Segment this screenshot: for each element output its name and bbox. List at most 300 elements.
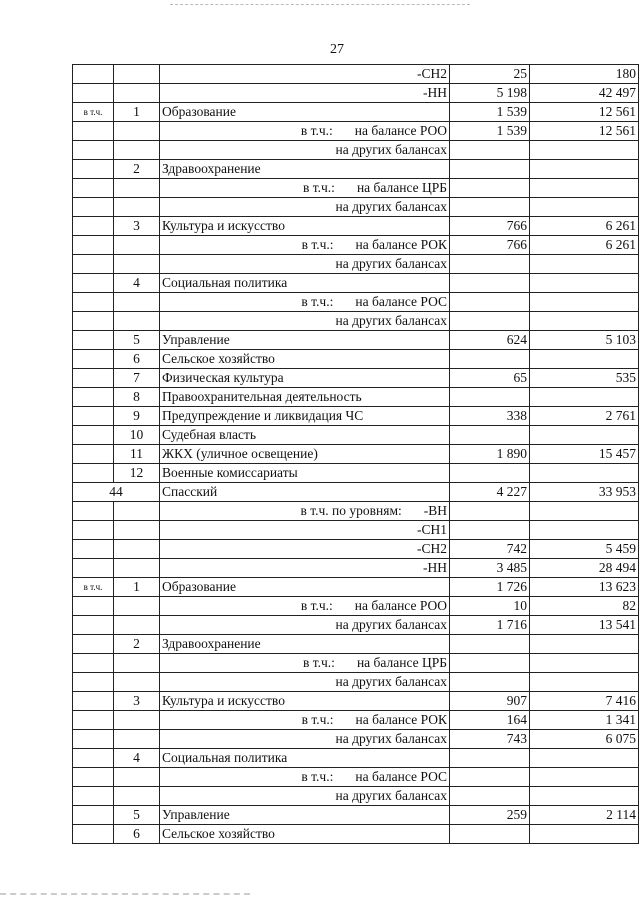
item-name: Судебная власть bbox=[162, 427, 257, 442]
sub-label bbox=[162, 673, 447, 691]
table-row bbox=[73, 635, 639, 654]
item-number bbox=[114, 768, 160, 787]
item-label-cell bbox=[160, 312, 450, 331]
table-row bbox=[73, 179, 639, 198]
item-label-cell bbox=[160, 255, 450, 274]
sub-label bbox=[162, 122, 447, 140]
table-row bbox=[73, 540, 639, 559]
sub-name: -СН2 bbox=[417, 541, 447, 556]
sub-label bbox=[162, 711, 447, 729]
value-1 bbox=[450, 350, 530, 369]
value-2 bbox=[530, 426, 639, 445]
table-row bbox=[73, 483, 639, 502]
sub-name: на балансе ЦРБ bbox=[356, 180, 447, 195]
value-2 bbox=[530, 350, 639, 369]
sub-label bbox=[162, 540, 447, 558]
item-name: ЖКХ (уличное освещение) bbox=[162, 446, 318, 461]
value-1 bbox=[450, 635, 530, 654]
value-1 bbox=[450, 787, 530, 806]
value-2 bbox=[530, 635, 639, 654]
item-number: 5 bbox=[114, 806, 160, 825]
item-number bbox=[114, 236, 160, 255]
table-row bbox=[73, 103, 639, 122]
value-2: 5 459 bbox=[530, 540, 639, 559]
item-label-cell bbox=[160, 806, 450, 825]
value-1: 766 bbox=[450, 217, 530, 236]
item-name: Социальная политика bbox=[162, 750, 288, 765]
item-number bbox=[114, 654, 160, 673]
incl-marker bbox=[73, 426, 114, 445]
item-number bbox=[114, 540, 160, 559]
sub-label bbox=[162, 255, 447, 273]
sub-label bbox=[162, 597, 447, 615]
item-name: Спасский bbox=[162, 484, 218, 499]
item-label-cell bbox=[160, 673, 450, 692]
sub-name: на других балансах bbox=[335, 617, 447, 632]
value-1: 907 bbox=[450, 692, 530, 711]
incl-marker bbox=[73, 597, 114, 616]
table-row bbox=[73, 445, 639, 464]
item-label-cell bbox=[160, 730, 450, 749]
value-2: 6 075 bbox=[530, 730, 639, 749]
item-number bbox=[114, 730, 160, 749]
item-number bbox=[114, 673, 160, 692]
item-label-cell bbox=[160, 141, 450, 160]
value-1: 742 bbox=[450, 540, 530, 559]
value-2: 6 261 bbox=[530, 236, 639, 255]
value-1 bbox=[450, 673, 530, 692]
value-1: 1 539 bbox=[450, 122, 530, 141]
value-1: 259 bbox=[450, 806, 530, 825]
value-2: 13 541 bbox=[530, 616, 639, 635]
value-2 bbox=[530, 825, 639, 844]
item-label-cell bbox=[160, 236, 450, 255]
sub-label bbox=[162, 521, 447, 539]
value-2: 180 bbox=[530, 65, 639, 84]
table-row bbox=[73, 578, 639, 597]
item-number: 1 bbox=[114, 103, 160, 122]
value-1 bbox=[450, 464, 530, 483]
incl-marker: в т.ч. bbox=[73, 578, 114, 597]
sub-label bbox=[162, 730, 447, 748]
table-row bbox=[73, 787, 639, 806]
value-2 bbox=[530, 464, 639, 483]
incl-marker bbox=[73, 787, 114, 806]
sub-label bbox=[162, 787, 447, 805]
item-number bbox=[114, 122, 160, 141]
item-label-cell bbox=[160, 217, 450, 236]
table-row bbox=[73, 331, 639, 350]
table-row bbox=[73, 350, 639, 369]
incl-marker bbox=[73, 179, 114, 198]
item-label-cell bbox=[160, 711, 450, 730]
item-label-cell bbox=[160, 445, 450, 464]
table-row bbox=[73, 806, 639, 825]
item-label-cell bbox=[160, 540, 450, 559]
table-row bbox=[73, 369, 639, 388]
value-2 bbox=[530, 179, 639, 198]
item-label-cell bbox=[160, 521, 450, 540]
value-2 bbox=[530, 141, 639, 160]
sub-label bbox=[162, 654, 447, 672]
incl-marker bbox=[73, 198, 114, 217]
value-2: 82 bbox=[530, 597, 639, 616]
table-row bbox=[73, 654, 639, 673]
incl-marker bbox=[73, 255, 114, 274]
item-label-cell bbox=[160, 369, 450, 388]
item-number: 4 bbox=[114, 749, 160, 768]
item-number bbox=[114, 312, 160, 331]
value-2 bbox=[530, 255, 639, 274]
item-label-cell bbox=[160, 597, 450, 616]
item-number bbox=[114, 597, 160, 616]
incl-marker bbox=[73, 540, 114, 559]
value-2: 2 114 bbox=[530, 806, 639, 825]
item-number bbox=[114, 711, 160, 730]
incl-marker bbox=[73, 692, 114, 711]
sub-name: -СН2 bbox=[417, 66, 447, 81]
sub-label bbox=[162, 293, 447, 311]
sub-name: на других балансах bbox=[335, 199, 447, 214]
value-2 bbox=[530, 502, 639, 521]
item-name: Здравоохранение bbox=[162, 636, 261, 651]
value-1: 25 bbox=[450, 65, 530, 84]
sub-prefix: в т.ч.: bbox=[301, 294, 334, 309]
item-number bbox=[114, 84, 160, 103]
value-1 bbox=[450, 312, 530, 331]
item-number bbox=[114, 179, 160, 198]
incl-marker bbox=[73, 502, 114, 521]
sub-name: на других балансах bbox=[335, 731, 447, 746]
item-label-cell bbox=[160, 654, 450, 673]
value-2: 535 bbox=[530, 369, 639, 388]
item-label-cell bbox=[160, 293, 450, 312]
sub-name: на балансе РОК bbox=[355, 712, 447, 727]
item-name: Сельское хозяйство bbox=[162, 351, 275, 366]
value-2 bbox=[530, 654, 639, 673]
value-2 bbox=[530, 198, 639, 217]
item-number bbox=[114, 616, 160, 635]
value-1 bbox=[450, 198, 530, 217]
item-number: 12 bbox=[114, 464, 160, 483]
table-row bbox=[73, 217, 639, 236]
table-row bbox=[73, 749, 639, 768]
item-number: 9 bbox=[114, 407, 160, 426]
item-label-cell bbox=[160, 825, 450, 844]
incl-marker bbox=[73, 635, 114, 654]
sub-prefix: в т.ч.: bbox=[300, 123, 333, 138]
value-2 bbox=[530, 312, 639, 331]
value-1: 65 bbox=[450, 369, 530, 388]
item-name: Управление bbox=[162, 807, 230, 822]
page-number: 27 bbox=[330, 42, 344, 57]
incl-marker bbox=[73, 806, 114, 825]
item-number: 8 bbox=[114, 388, 160, 407]
item-label-cell bbox=[160, 179, 450, 198]
value-1: 1 726 bbox=[450, 578, 530, 597]
table-row bbox=[73, 559, 639, 578]
value-2 bbox=[530, 160, 639, 179]
incl-marker bbox=[73, 160, 114, 179]
table-row bbox=[73, 198, 639, 217]
item-label-cell bbox=[160, 407, 450, 426]
item-label-cell bbox=[160, 578, 450, 597]
item-number: 11 bbox=[114, 445, 160, 464]
item-label-cell bbox=[160, 122, 450, 141]
sub-label bbox=[162, 616, 447, 634]
value-2 bbox=[530, 673, 639, 692]
incl-marker bbox=[73, 407, 114, 426]
incl-marker bbox=[73, 768, 114, 787]
incl-marker bbox=[73, 274, 114, 293]
item-label-cell bbox=[160, 635, 450, 654]
item-name: Физическая культура bbox=[162, 370, 284, 385]
sub-label bbox=[162, 559, 447, 577]
value-2: 13 623 bbox=[530, 578, 639, 597]
item-number: 6 bbox=[114, 825, 160, 844]
item-number bbox=[114, 255, 160, 274]
value-1: 1 890 bbox=[450, 445, 530, 464]
sub-name: на балансе РОО bbox=[354, 598, 447, 613]
value-1: 1 716 bbox=[450, 616, 530, 635]
sub-label bbox=[162, 179, 447, 197]
item-number bbox=[114, 141, 160, 160]
item-name: Сельское хозяйство bbox=[162, 826, 275, 841]
value-2 bbox=[530, 521, 639, 540]
table-row bbox=[73, 255, 639, 274]
value-2 bbox=[530, 388, 639, 407]
incl-marker bbox=[73, 825, 114, 844]
sub-label bbox=[162, 768, 447, 786]
item-number bbox=[114, 198, 160, 217]
sub-label bbox=[162, 312, 447, 330]
sub-name: на балансе РОС bbox=[355, 769, 447, 784]
sub-prefix: в т.ч.: bbox=[303, 655, 335, 670]
value-1 bbox=[450, 825, 530, 844]
item-label-cell bbox=[160, 65, 450, 84]
table-row bbox=[73, 768, 639, 787]
item-name: Социальная политика bbox=[162, 275, 288, 290]
item-number bbox=[114, 502, 160, 521]
sub-prefix: в т.ч.: bbox=[301, 712, 334, 727]
incl-marker bbox=[73, 673, 114, 692]
item-number: 6 bbox=[114, 350, 160, 369]
item-label-cell bbox=[160, 768, 450, 787]
incl-marker bbox=[73, 730, 114, 749]
value-2 bbox=[530, 787, 639, 806]
sub-label bbox=[162, 502, 447, 520]
table-row bbox=[73, 426, 639, 445]
table-row bbox=[73, 616, 639, 635]
sub-name: -НН bbox=[423, 560, 447, 575]
item-number: 3 bbox=[114, 692, 160, 711]
item-label-cell bbox=[160, 692, 450, 711]
incl-marker bbox=[73, 293, 114, 312]
incl-marker bbox=[73, 236, 114, 255]
value-2: 5 103 bbox=[530, 331, 639, 350]
value-1: 624 bbox=[450, 331, 530, 350]
table-row bbox=[73, 711, 639, 730]
value-2: 12 561 bbox=[530, 122, 639, 141]
table-row bbox=[73, 293, 639, 312]
table-row bbox=[73, 673, 639, 692]
value-1 bbox=[450, 502, 530, 521]
item-number: 7 bbox=[114, 369, 160, 388]
value-1: 4 227 bbox=[450, 483, 530, 502]
sub-name: на других балансах bbox=[335, 313, 447, 328]
table-row bbox=[73, 692, 639, 711]
table-row bbox=[73, 825, 639, 844]
item-label-cell bbox=[160, 749, 450, 768]
table-row bbox=[73, 122, 639, 141]
table-row bbox=[73, 464, 639, 483]
table-row bbox=[73, 730, 639, 749]
item-number: 1 bbox=[114, 578, 160, 597]
item-name: Культура и искусство bbox=[162, 218, 285, 233]
table-row bbox=[73, 236, 639, 255]
item-name: Образование bbox=[162, 579, 236, 594]
item-label-cell bbox=[160, 274, 450, 293]
incl-marker bbox=[73, 350, 114, 369]
table-row bbox=[73, 84, 639, 103]
value-1 bbox=[450, 654, 530, 673]
sub-prefix: в т.ч. по уровням: bbox=[300, 503, 402, 518]
sub-label bbox=[162, 236, 447, 254]
value-1: 3 485 bbox=[450, 559, 530, 578]
table-row bbox=[73, 65, 639, 84]
table-row bbox=[73, 521, 639, 540]
item-label-cell bbox=[160, 331, 450, 350]
value-2: 15 457 bbox=[530, 445, 639, 464]
item-number: 3 bbox=[114, 217, 160, 236]
item-name: Правоохранительная деятельность bbox=[162, 389, 362, 404]
item-label-cell bbox=[160, 350, 450, 369]
incl-marker bbox=[73, 521, 114, 540]
table-row bbox=[73, 597, 639, 616]
value-1 bbox=[450, 749, 530, 768]
sub-name: на балансе ЦРБ bbox=[356, 655, 447, 670]
value-1 bbox=[450, 426, 530, 445]
incl-marker bbox=[73, 369, 114, 388]
item-name: Культура и искусство bbox=[162, 693, 285, 708]
sub-prefix: в т.ч.: bbox=[303, 180, 335, 195]
value-1: 5 198 bbox=[450, 84, 530, 103]
value-2: 28 494 bbox=[530, 559, 639, 578]
sub-label bbox=[162, 65, 447, 83]
scan-artifact-line bbox=[170, 4, 470, 5]
incl-marker bbox=[73, 65, 114, 84]
value-1: 1 539 bbox=[450, 103, 530, 122]
value-1: 338 bbox=[450, 407, 530, 426]
budget-table bbox=[72, 64, 639, 844]
item-label-cell bbox=[160, 426, 450, 445]
item-label-cell bbox=[160, 787, 450, 806]
sub-name: на других балансах bbox=[335, 788, 447, 803]
value-2 bbox=[530, 749, 639, 768]
item-label-cell bbox=[160, 198, 450, 217]
item-label-cell bbox=[160, 160, 450, 179]
value-1: 164 bbox=[450, 711, 530, 730]
item-number: 5 bbox=[114, 331, 160, 350]
item-number: 4 bbox=[114, 274, 160, 293]
item-number bbox=[114, 65, 160, 84]
sub-prefix: в т.ч.: bbox=[301, 237, 334, 252]
table-row bbox=[73, 312, 639, 331]
incl-marker bbox=[73, 388, 114, 407]
incl-marker bbox=[73, 445, 114, 464]
value-1 bbox=[450, 388, 530, 407]
sub-prefix: в т.ч.: bbox=[301, 769, 334, 784]
sub-name: на других балансах bbox=[335, 142, 447, 157]
value-1 bbox=[450, 160, 530, 179]
item-number: 2 bbox=[114, 160, 160, 179]
table-row bbox=[73, 407, 639, 426]
value-2: 6 261 bbox=[530, 217, 639, 236]
item-label-cell bbox=[160, 502, 450, 521]
value-1 bbox=[450, 179, 530, 198]
value-2: 2 761 bbox=[530, 407, 639, 426]
item-number bbox=[114, 293, 160, 312]
sub-name: -СН1 bbox=[417, 522, 447, 537]
value-2: 12 561 bbox=[530, 103, 639, 122]
incl-marker bbox=[73, 122, 114, 141]
incl-marker bbox=[73, 84, 114, 103]
incl-marker bbox=[73, 217, 114, 236]
sub-name: на балансе РОС bbox=[355, 294, 447, 309]
table-row bbox=[73, 141, 639, 160]
item-number bbox=[114, 787, 160, 806]
incl-marker bbox=[73, 654, 114, 673]
item-label-cell bbox=[160, 464, 450, 483]
table-row bbox=[73, 388, 639, 407]
value-1: 10 bbox=[450, 597, 530, 616]
sub-prefix: в т.ч.: bbox=[300, 598, 333, 613]
sub-name: на других балансах bbox=[335, 674, 447, 689]
incl-marker bbox=[73, 749, 114, 768]
value-1 bbox=[450, 274, 530, 293]
value-1 bbox=[450, 255, 530, 274]
value-2: 7 416 bbox=[530, 692, 639, 711]
value-1 bbox=[450, 293, 530, 312]
item-label-cell bbox=[160, 103, 450, 122]
item-number: 2 bbox=[114, 635, 160, 654]
value-2: 42 497 bbox=[530, 84, 639, 103]
sub-name: на других балансах bbox=[335, 256, 447, 271]
incl-marker bbox=[73, 559, 114, 578]
item-label-cell bbox=[160, 388, 450, 407]
value-1 bbox=[450, 141, 530, 160]
value-1 bbox=[450, 521, 530, 540]
item-name: Предупреждение и ликвидация ЧС bbox=[162, 408, 364, 423]
item-label-cell bbox=[160, 84, 450, 103]
value-2: 33 953 bbox=[530, 483, 639, 502]
value-2: 1 341 bbox=[530, 711, 639, 730]
incl-marker bbox=[73, 331, 114, 350]
item-name: Управление bbox=[162, 332, 230, 347]
item-label-cell bbox=[160, 559, 450, 578]
incl-marker bbox=[73, 141, 114, 160]
item-number: 10 bbox=[114, 426, 160, 445]
incl-marker bbox=[73, 711, 114, 730]
item-label-cell bbox=[160, 616, 450, 635]
item-number bbox=[114, 559, 160, 578]
value-2 bbox=[530, 768, 639, 787]
value-1 bbox=[450, 768, 530, 787]
region-number: 44 bbox=[73, 483, 160, 502]
table-row bbox=[73, 274, 639, 293]
incl-marker bbox=[73, 312, 114, 331]
sub-name: на балансе РОО bbox=[354, 123, 447, 138]
